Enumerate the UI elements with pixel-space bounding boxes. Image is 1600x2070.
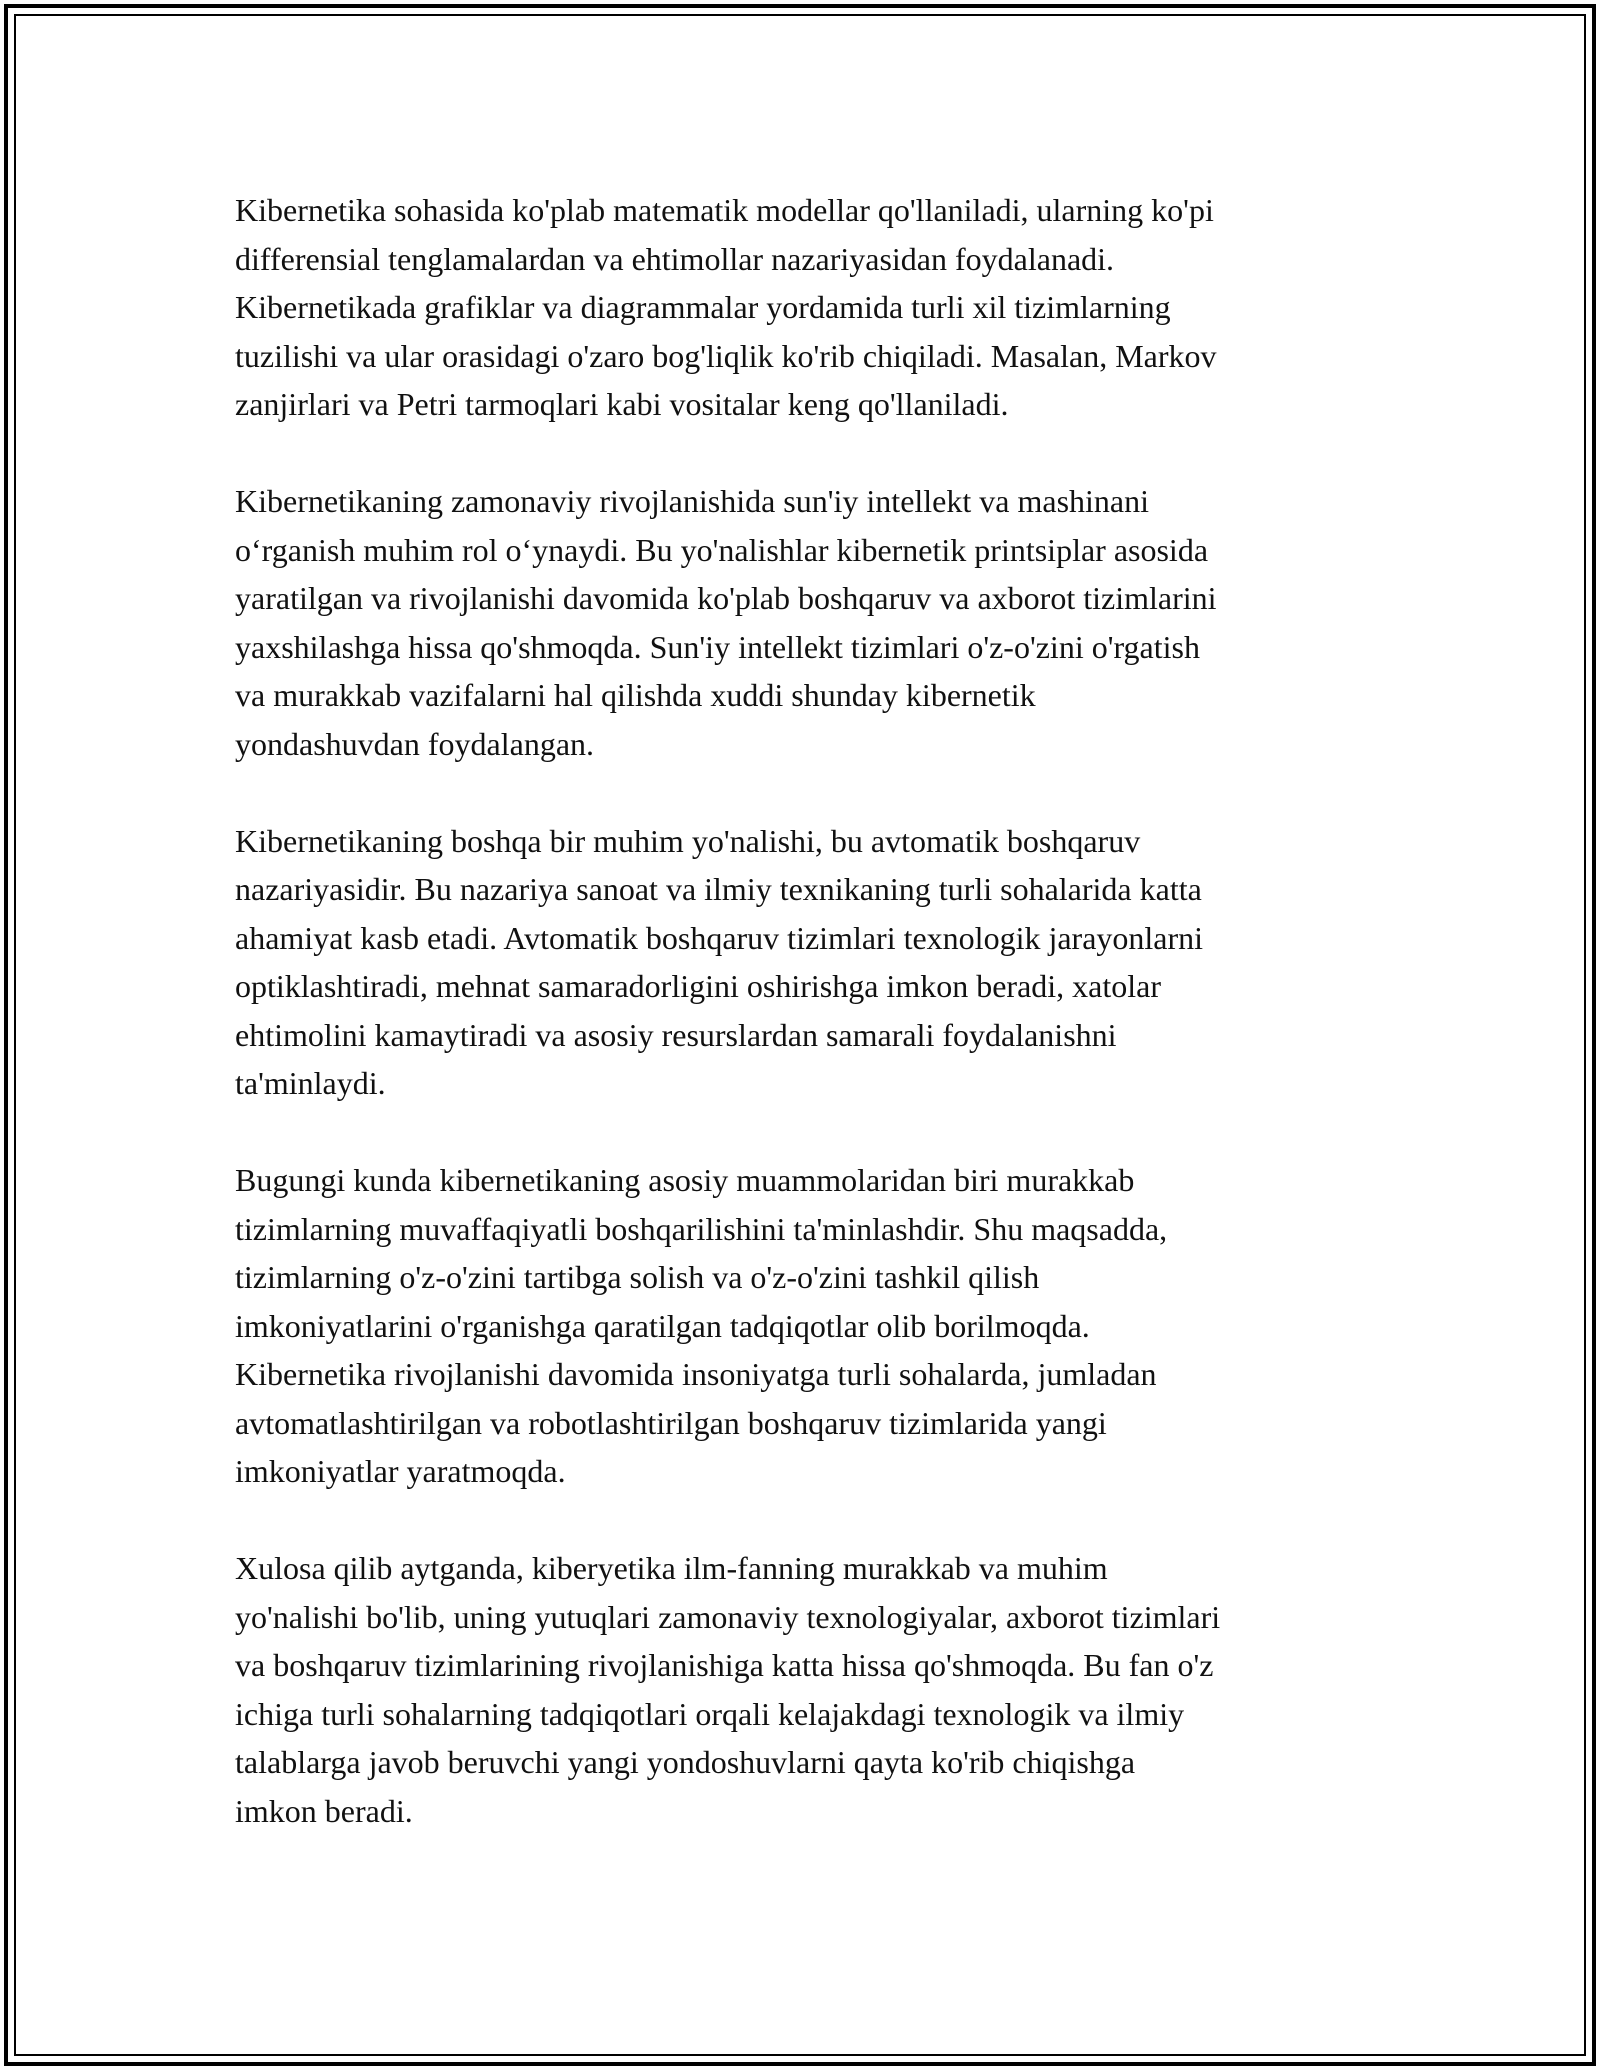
text-line: avtomatlashtirilgan va robotlashtirilgan boshqaruv tizimlarida yangi [235, 1404, 1107, 1441]
text-line: va boshqaruv tizimlarining rivojlanishiga katta hissa qo'shmoqda. Bu fan o'z [235, 1647, 1214, 1683]
text-line: Kibernetika sohasida ko'plab matematik modellar qo'llaniladi, ularning ko'pi [235, 192, 1214, 228]
text-line: Kibernetika rivojlanishi davomida insoniyatga turli sohalarda, jumladan [235, 1356, 1157, 1392]
text-line: yo'nalishi bo'lib, uning yutuqlari zamonaviy texnologiyalar, axborot tizimlari [235, 1598, 1221, 1635]
text-line: o‘rganish muhim rol o‘ynaydi. Bu yo'nalishlar kibernetik printsiplar asosida [235, 531, 1209, 568]
text-line: talablarga javob beruvchi yangi yondoshuvlarni qayta ko'rib chiqishga [235, 1744, 1136, 1780]
paragraph-2 [235, 477, 1385, 768]
text-line: imkoniyatlar yaratmoqda. [235, 1453, 566, 1489]
text-line: Kibernetikaning zamonaviy rivojlanishida sun'iy intellekt va mashinani [235, 483, 1149, 519]
text-line: differensial tenglamalardan va ehtimollar nazariyasidan foydalanadi. [235, 240, 1115, 277]
text-line: ehtimolini kamaytiradi va asosiy resurslardan samarali foydalanishni [235, 1016, 1117, 1053]
document-body [235, 186, 1385, 1884]
paragraph-5 [235, 1544, 1385, 1835]
text-line: Xulosa qilib aytganda, kiberyetika ilm-fanning murakkab va muhim [235, 1550, 1108, 1586]
text-line: ta'minlaydi. [235, 1065, 386, 1101]
text-line: imkoniyatlarini o'rganishga qaratilgan tadqiqotlar olib borilmoqda. [235, 1307, 1090, 1344]
text-line: tizimlarning o'z-o'zini tartibga solish va o'z-o'zini tashkil qilish [235, 1259, 1040, 1295]
text-line: va murakkab vazifalarni hal qilishda xuddi shunday kibernetik [235, 677, 1036, 713]
text-line: yondashuvdan foydalangan. [235, 725, 595, 762]
text-line: yaratilgan va rivojlanishi davomida ko'plab boshqaruv va axborot tizimlarini [235, 580, 1217, 616]
text-line: imkon beradi. [235, 1792, 413, 1829]
text-line: nazariyasidir. Bu nazariya sanoat va ilmiy texnikaning turli sohalarida katta [235, 871, 1202, 907]
text-line: ichiga turli sohalarning tadqiqotlari orqali kelajakdagi texnologik va ilmiy [235, 1695, 1185, 1732]
text-line: tizimlarning muvaffaqiyatli boshqarilishini ta'minlashdir. Shu maqsadda, [235, 1210, 1168, 1247]
text-line: Kibernetikaning boshqa bir muhim yo'nalishi, bu avtomatik boshqaruv [235, 822, 1141, 859]
paragraph-3 [235, 817, 1385, 1108]
text-line: zanjirlari va Petri tarmoqlari kabi vositalar keng qo'llaniladi. [235, 386, 1009, 422]
text-line: Kibernetikada grafiklar va diagrammalar yordamida turli xil tizimlarning [235, 289, 1171, 325]
text-line: optiklashtiradi, mehnat samaradorligini oshirishga imkon beradi, xatolar [235, 968, 1161, 1004]
text-line: yaxshilashga hissa qo'shmoqda. Sun'iy intellekt tizimlari o'z-o'zini o'rgatish [235, 628, 1200, 665]
paragraph-4 [235, 1156, 1385, 1496]
paragraph-1 [235, 186, 1385, 429]
text-line: tuzilishi va ular orasidagi o'zaro bog'liqlik ko'rib chiqiladi. Masalan, Markov [235, 337, 1217, 374]
text-line: Bugungi kunda kibernetikaning asosiy muammolaridan biri murakkab [235, 1162, 1135, 1198]
text-line: ahamiyat kasb etadi. Avtomatik boshqaruv tizimlari texnologik jarayonlarni [235, 919, 1204, 956]
